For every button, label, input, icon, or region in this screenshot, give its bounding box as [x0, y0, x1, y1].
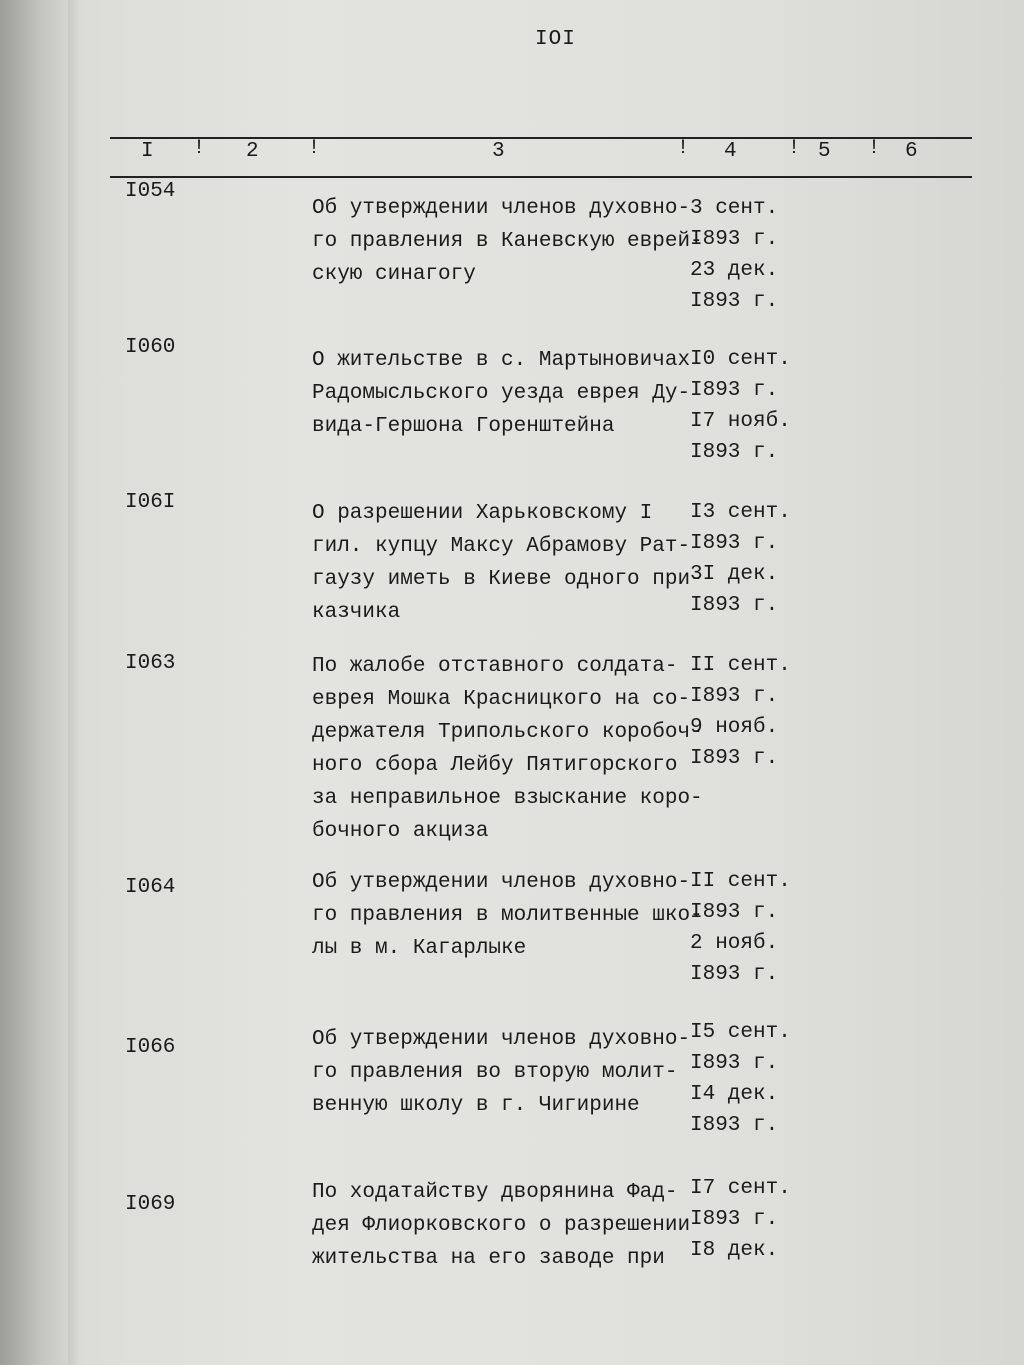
date-line: I8 дек.	[690, 1239, 779, 1262]
column-separator: !	[308, 137, 321, 160]
date-line: I893 г.	[690, 290, 779, 313]
header-rule-bottom	[110, 176, 972, 178]
entry-title-line: венную школу в г. Чигирине	[312, 1094, 640, 1117]
entry-title-line: Об утверждении членов духовно-	[312, 1028, 691, 1051]
date-line: I893 г.	[690, 1114, 779, 1137]
column-header-2: 2	[246, 140, 259, 163]
entry-title-line: гил. купцу Максу Абрамову Рат-	[312, 535, 691, 558]
entry-title-line: вида-Гершона Горенштейна	[312, 415, 615, 438]
date-line: I7 нояб.	[690, 410, 791, 433]
entry-number: I064	[125, 876, 176, 899]
entry-dates	[690, 866, 791, 990]
entry-title	[312, 1176, 710, 1275]
entry-dates	[690, 193, 778, 317]
date-line: I0 сент.	[690, 348, 791, 371]
entry-title-line: По ходатайству дворянина Фад-	[312, 1181, 678, 1204]
date-line: I893 г.	[690, 594, 779, 617]
entry-title-line: Об утверждении членов духовно-	[312, 871, 691, 894]
entry-title	[312, 1023, 710, 1122]
date-line: 23 дек.	[690, 259, 779, 282]
entry-number: I054	[125, 180, 176, 203]
entry-title	[312, 866, 710, 965]
entry-title-line: за неправильное взыскание коро-	[312, 787, 703, 810]
date-line: I893 г.	[690, 963, 779, 986]
entry-title-line: скую синагогу	[312, 263, 476, 286]
entry-title-line: О разрешении Харьковскому I	[312, 502, 653, 525]
entry-title-line: ного сбора Лейбу Пятигорского	[312, 754, 678, 777]
date-line: I893 г.	[690, 1208, 779, 1231]
column-header-4: 4	[724, 140, 737, 163]
entry-number: I069	[125, 1193, 176, 1216]
entry-title-line: го правления в молитвенные шко-	[312, 904, 703, 927]
entry-dates	[690, 497, 791, 621]
date-line: I3 сент.	[690, 501, 791, 524]
date-line: I893 г.	[690, 532, 779, 555]
date-line: I7 сент.	[690, 1177, 791, 1200]
entry-title-line: го правления во вторую молит-	[312, 1061, 678, 1084]
entry-title	[312, 497, 710, 629]
date-line: 3I дек.	[690, 563, 779, 586]
date-line: I893 г.	[690, 901, 779, 924]
entry-title-line: жительства на его заводе при	[312, 1247, 665, 1270]
column-separator: !	[868, 137, 881, 160]
entry-dates	[690, 344, 791, 468]
entry-dates	[690, 1017, 791, 1141]
date-line: II сент.	[690, 870, 791, 893]
entry-dates	[690, 650, 791, 774]
entry-dates	[690, 1173, 791, 1266]
entry-number: I060	[125, 336, 176, 359]
date-line: I893 г.	[690, 228, 779, 251]
entry-title	[312, 344, 710, 443]
entry-number: I066	[125, 1036, 176, 1059]
entry-title	[312, 192, 710, 291]
entry-title-line: бочного акциза	[312, 820, 489, 843]
entry-title-line: дея Флиорковского о разрешении	[312, 1214, 691, 1237]
date-line: I5 сент.	[690, 1021, 791, 1044]
entry-title-line: еврея Мошка Красницкого на со-	[312, 688, 691, 711]
column-header-6: 6	[905, 140, 918, 163]
date-line: I4 дек.	[690, 1083, 779, 1106]
column-separator: !	[677, 137, 690, 160]
entry-title-line: казчика	[312, 601, 401, 624]
date-line: I893 г.	[690, 1052, 779, 1075]
date-line: 3 сент.	[690, 197, 779, 220]
date-line: I893 г.	[690, 747, 779, 770]
entry-title-line: го правления в Каневскую еврей-	[312, 230, 703, 253]
header-rule-top	[110, 137, 972, 139]
column-header-1: I	[141, 140, 154, 163]
date-line: I893 г.	[690, 379, 779, 402]
date-line: 2 нояб.	[690, 932, 779, 955]
entry-title-line: держателя Трипольского коробоч-	[312, 721, 703, 744]
column-header-3: 3	[492, 140, 505, 163]
entry-title	[312, 650, 710, 848]
column-separator: !	[193, 137, 206, 160]
column-separator: !	[788, 137, 801, 160]
binding-gutter	[68, 0, 82, 1365]
column-header-5: 5	[818, 140, 831, 163]
entry-title-line: гаузу иметь в Киеве одного при-	[312, 568, 703, 591]
entry-title-line: Об утверждении членов духовно-	[312, 197, 691, 220]
entry-number: I06I	[125, 491, 176, 514]
date-line: I893 г.	[690, 685, 779, 708]
entry-title-line: лы в м. Кагарлыке	[312, 937, 527, 960]
entry-title-line: По жалобе отставного солдата-	[312, 655, 678, 678]
entry-number: I063	[125, 652, 176, 675]
entry-title-line: Радомысльского уезда еврея Ду-	[312, 382, 691, 405]
date-line: 9 нояб.	[690, 716, 779, 739]
page-number: IOI	[535, 28, 576, 51]
date-line: I893 г.	[690, 441, 779, 464]
entry-title-line: О жительстве в с. Мартыновичах	[312, 349, 691, 372]
date-line: II сент.	[690, 654, 791, 677]
